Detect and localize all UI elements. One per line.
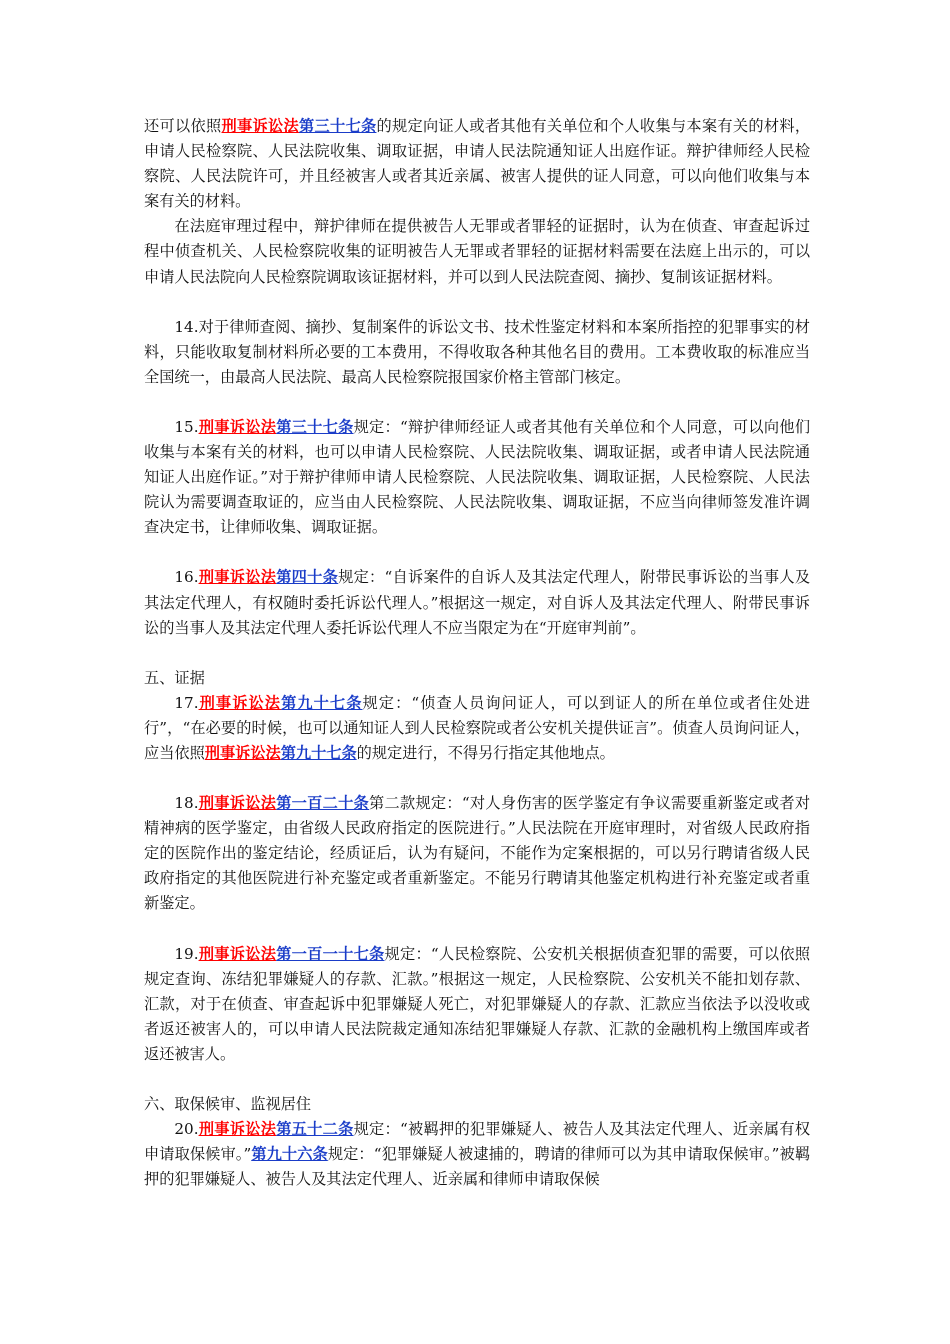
paragraph-13-court: 在法庭审理过程中，辩护律师在提供被告人无罪或者罪轻的证据时，认为在侦查、审查起诉过程中侦查机关、人民检察院收集的证明被告人无罪或者罪轻的证据材料需要在法庭上出示的，可以申请人民法院向人民检察院调取该证据材料，并可以到人民法院查阅、摘抄、复制该证据材料。: [144, 217, 810, 286]
paragraph-15: [144, 415, 810, 540]
article-link[interactable]: 第一百一十七条: [276, 944, 385, 963]
text: 规定：“被羁押的犯罪嫌疑人、被告人及其法定代理人、近亲属有权申请取保候审。”: [144, 1120, 811, 1164]
paragraph-20: [144, 1117, 810, 1192]
item-number: 15.: [174, 417, 199, 436]
spacer: [144, 917, 810, 942]
law-link[interactable]: 刑事诉讼法: [221, 117, 299, 135]
item-number: 16.: [174, 568, 199, 587]
spacer: [144, 540, 810, 565]
paragraph-14: 14.对于律师查阅、摘抄、复制案件的诉讼文书、技术性鉴定材料和本案所指控的犯罪事实的材料，只能收取复制材料所必要的工本费用，不得收取各种其他名目的费用。工本费收取的标准应当全国统一，由最高人民法院、最高人民检察院报国家价格主管部门核定。: [144, 317, 810, 386]
paragraph-16: [144, 565, 810, 640]
item-number: 17.: [174, 693, 199, 712]
item-number: 18.: [174, 794, 199, 813]
law-link[interactable]: 刑事诉讼法: [198, 794, 277, 813]
law-link[interactable]: 刑事诉讼法: [198, 944, 277, 963]
spacer: [144, 766, 810, 791]
law-link[interactable]: 刑事诉讼法: [198, 417, 277, 436]
section-heading-bail: 六、取保候审、监视居住: [144, 1095, 312, 1113]
law-link[interactable]: 刑事诉讼法: [204, 743, 281, 762]
article-link[interactable]: 第三十七条: [276, 417, 354, 436]
article-link[interactable]: 第九十七条: [281, 693, 363, 712]
article-link[interactable]: 第五十二条: [276, 1120, 354, 1139]
paragraph-19: [144, 942, 810, 1067]
text: 规定：“辩护律师经证人或者其他有关单位和个人同意，可以向他们收集与本案有关的材料，也可以申请人民检察院、人民法院收集、调取证据，或者申请人民法院通知证人出庭作证。”对于辩护律师申请人民检察院、人民法院收集、调取证据，人民检察院、人民法院认为需要调查取证的，应当由人民检察院、人民法院收集、调取证据，不应当向律师签发准许调查决定书，让律师收集、调取证据。: [144, 417, 811, 537]
spacer: [144, 641, 810, 666]
text: 还可以依照: [144, 117, 222, 135]
paragraph-13-cont: [144, 114, 810, 214]
article-link[interactable]: 第三十七条: [298, 117, 377, 135]
article-link[interactable]: 第一百二十条: [276, 794, 370, 813]
article-link[interactable]: 第四十条: [276, 568, 339, 587]
text: 规定：“自诉案件的自诉人及其法定代理人，附带民事诉讼的当事人及其法定代理人，有权随时委托诉讼代理人。”根据这一规定，对自诉人及其法定代理人、附带民事诉讼的当事人及其法定代理人委托诉讼代理人不应当限定为在“开庭审判前”。: [144, 568, 811, 637]
law-link[interactable]: 刑事诉讼法: [198, 1120, 277, 1139]
text: 规定：“犯罪嫌疑人被逮捕的，聘请的律师可以为其申请取保候审。”被羁押的犯罪嫌疑人、被告人及其法定代理人、近亲属和律师申请取保候: [144, 1145, 811, 1189]
text: 第二款规定：“对人身伤害的医学鉴定有争议需要重新鉴定或者对精神病的医学鉴定，由省级人民政府指定的医院进行。”人民法院在开庭审理时，对省级人民政府指定的医院作出的鉴定结论，经质证后，认为有疑问，不能作为定案根据的，可以另行聘请省级人民政府指定的其他医院进行补充鉴定或者重新鉴定。不能另行聘请其他鉴定机构进行补充鉴定或者重新鉴定。: [144, 794, 811, 913]
document-page: [144, 114, 810, 1192]
spacer: [144, 290, 810, 315]
article-link[interactable]: 第九十七条: [280, 743, 357, 762]
paragraph-17: [144, 691, 810, 766]
paragraph-18: [144, 791, 810, 916]
item-number: 20.: [174, 1120, 199, 1139]
spacer: [144, 390, 810, 415]
section-heading-evidence: 五、证据: [144, 668, 205, 687]
item-number: 19.: [174, 944, 199, 963]
law-link[interactable]: 刑事诉讼法: [198, 568, 277, 587]
text: 规定：“侦查人员询问证人，可以到证人的所在单位或者住处进行”，“在必要的时候，也可以通知证人到人民检察院或者公安机关提供证言”。侦查人员询问证人，应当依照: [144, 693, 811, 762]
article-link[interactable]: 第九十六条: [251, 1145, 328, 1164]
spacer: [144, 1067, 810, 1092]
text: 规定：“人民检察院、公安机关根据侦查犯罪的需要，可以依照规定查询、冻结犯罪嫌疑人的存款、汇款。”根据这一规定，人民检察院、公安机关不能扣划存款、汇款，对于在侦查、审查起诉中犯罪嫌疑人死亡，对犯罪嫌疑人的存款、汇款应当依法予以没收或者返还被害人的，可以申请人民法院裁定通知冻结犯罪嫌疑人存款、汇款的金融机构上缴国库或者返还被害人。: [144, 944, 811, 1063]
text: 的规定进行，不得另行指定其他地点。: [356, 743, 615, 762]
law-link[interactable]: 刑事诉讼法: [198, 693, 282, 712]
text: 的规定向证人或者其他有关单位和个人收集与本案有关的材料，申请人民检察院、人民法院收集、调取证据，申请人民法院通知证人出庭作证。辩护律师经人民检察院、人民法院许可，并且经被害人或者其近亲属、被害人提供的证人同意，可以向他们收集与本案有关的材料。: [144, 117, 811, 211]
